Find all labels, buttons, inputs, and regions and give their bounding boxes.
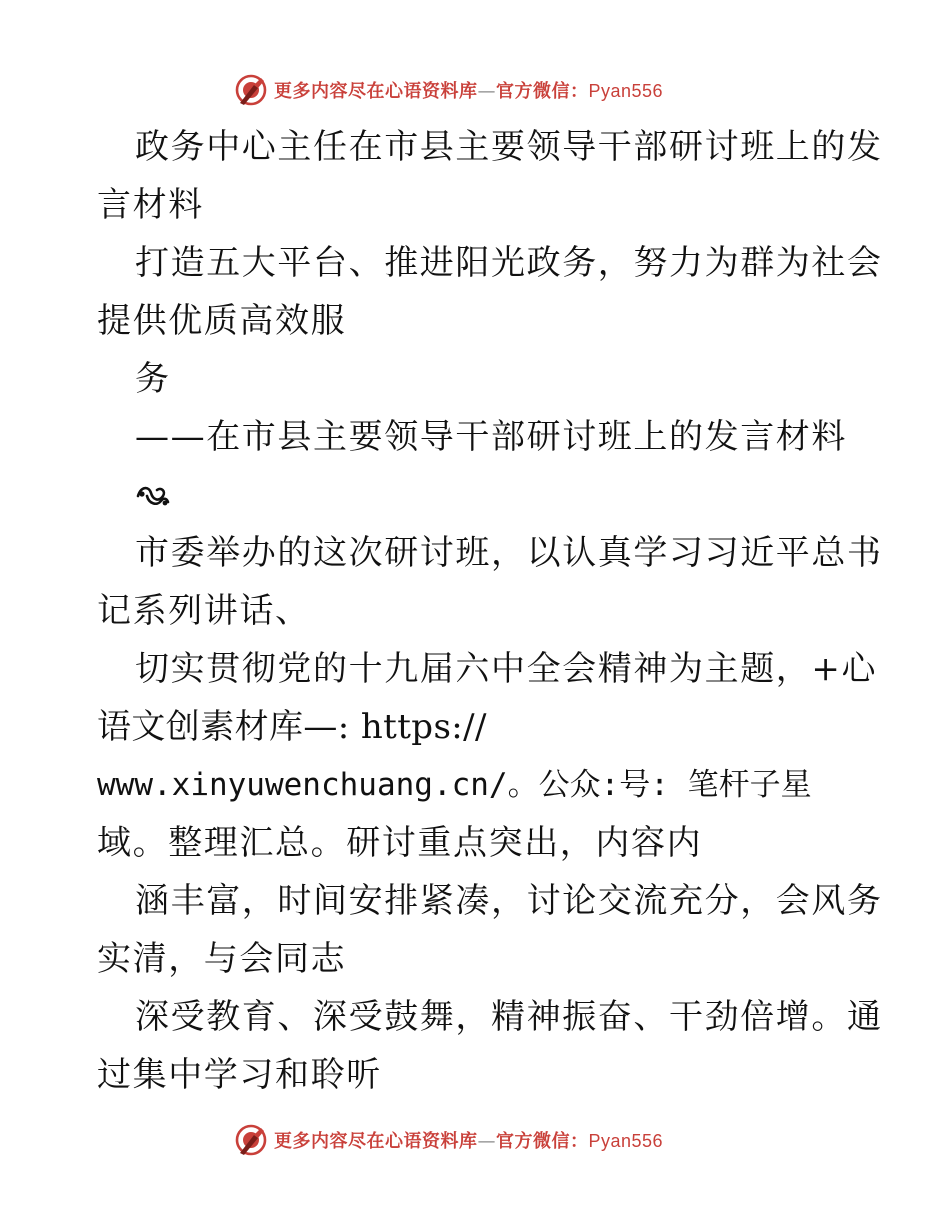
subtitle-line: 打造五大平台、推进阳光政务，努力为群为社会 xyxy=(135,243,883,283)
paragraph-line: 实清，与会同志 xyxy=(97,939,347,979)
byline: ——在市县主要领导干部研讨班上的发言材料 xyxy=(135,417,847,457)
pen-logo-icon xyxy=(234,1123,268,1157)
flourish-ornament-icon xyxy=(135,482,171,508)
watermark-text: 更多内容尽在心语资料库—官方微信：Pyan556 xyxy=(274,1131,664,1152)
paragraph-line: 涵丰富，时间安排紧凑，讨论交流充分，会风务 xyxy=(135,881,883,921)
ornament xyxy=(97,466,867,524)
subtitle-line: 提供优质高效服 xyxy=(97,301,347,341)
document-body xyxy=(97,118,883,1104)
title-line: 言材料 xyxy=(97,185,204,225)
paragraph-line: www.xinyuwenchuang.cn/。公众:号: 笔杆子星 xyxy=(97,767,812,803)
footer-watermark xyxy=(234,1120,714,1160)
subtitle-line: 务 xyxy=(135,359,171,399)
pen-logo-icon xyxy=(234,73,268,107)
paragraph-line: 记系列讲话、 xyxy=(97,591,311,631)
header-watermark xyxy=(234,70,714,110)
paragraph-line: 域。整理汇总。研讨重点突出，内容内 xyxy=(97,823,703,863)
watermark-text: 更多内容尽在心语资料库—官方微信：Pyan556 xyxy=(274,81,664,102)
paragraph-line: 切实贯彻党的十九届六中全会精神为主题，+心 xyxy=(135,649,878,689)
paragraph-line: 深受教育、深受鼓舞，精神振奋、干劲倍增。通 xyxy=(135,997,883,1037)
title-line: 政务中心主任在市县主要领导干部研讨班上的发 xyxy=(135,127,883,167)
paragraph-line: 语文创素材库—: https:// xyxy=(97,707,487,747)
paragraph-line: 市委举办的这次研讨班，以认真学习习近平总书 xyxy=(135,533,883,573)
paragraph-line: 过集中学习和聆听 xyxy=(97,1055,382,1095)
